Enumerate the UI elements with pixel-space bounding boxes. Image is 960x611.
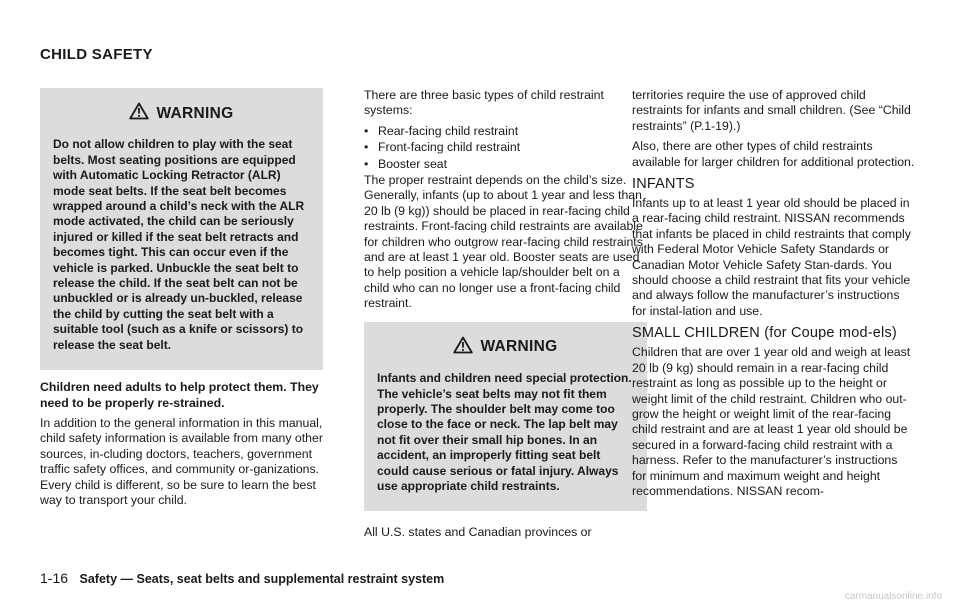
page-footer	[40, 570, 444, 586]
warning-title: WARNING	[480, 338, 558, 356]
warning-header	[53, 102, 310, 124]
paragraph: Infants up to at least 1 year old should be placed in a rear-facing child restraint. NISSAN recommends that infants be placed in child restraints that comply with Federal Motor Vehicle Safety Standards or Canadian Motor Vehicle Safety Stan-dards. You should choose a child restraint that fits your vehicle and always follow the manufacturer’s instructions for instal-lation and use.	[632, 196, 911, 318]
bold-paragraph: Children need adults to help protect them. They need to be properly re-strained.	[40, 380, 319, 410]
footer-section-title: Safety — Seats, seat belts and supplemental restraint system	[79, 572, 445, 586]
warning-text: Do not allow children to play with the seat belts. Most seating positions are equipped with Automatic Locking Retractor (ALR) mode seat belts. If the seat belt becomes wrapped around a child’s neck with the ALR mode activated, the child can be seriously injured or killed if the seat belt retracts and becomes tight. This can occur even if the vehicle is parked. Unbuckle the seat belt to release the child. If the seat belt can not be unbuckled or is already un-buckled, release the child by cutting the seat belt with a suitable tool (such as a knife or scissors) to release the seat belt.	[53, 137, 305, 352]
warning-title: WARNING	[156, 104, 234, 122]
infants-heading: INFANTS	[632, 176, 695, 193]
paragraph: There are three basic types of child restraint systems:	[364, 88, 604, 118]
page-number: 1-16	[40, 570, 69, 586]
column-2	[364, 88, 647, 546]
paragraph: The proper restraint depends on the child’s size. Generally, infants (up to about 1 year and less than 20 lb (9 kg)) should be placed in rear-facing child restraints. Front-facing child restraints are available for children who outgrow rear-facing child restraints and are at least 1 year old. Booster seats are used to help position a vehicle lap/shoulder belt on a child who can no longer use a front-facing child restraint.	[364, 173, 643, 311]
warning-header	[377, 336, 634, 358]
bullet-icon: •	[364, 140, 369, 155]
paragraph: In addition to the general information in this manual, child safety information is available from many other sources, in-cluding doctors, teachers, government traffic safety offices, and community or-ganizations. Every child is different, so be sure to learn the best way to transport your child.	[40, 415, 323, 507]
paragraph: All U.S. states and Canadian provinces or	[364, 525, 592, 540]
restraint-types-list	[364, 124, 647, 172]
bullet-icon: •	[364, 123, 369, 138]
paragraph: Also, there are other types of child restraints available for larger children for additional protection.	[632, 139, 915, 169]
warning-box	[40, 88, 323, 370]
paragraph: territories require the use of approved child restraints for infants and small children. (See “Child restraints” (P.1-19).)	[632, 88, 911, 133]
column-3	[632, 88, 915, 504]
list-item: • Booster seat	[364, 156, 448, 171]
warning-triangle-icon	[129, 102, 149, 124]
list-item: • Rear-facing child restraint	[364, 123, 519, 138]
paragraph: Children that are over 1 year old and weigh at least 20 lb (9 kg) should remain in a rear-facing child restraint as long as possible up to the height or weight limit of the child restraint. Children who out-grow the height or weight limit of the rear-facing child restraint and are at least 1 year old should be secured in a forward-facing child restraint with a harness. Refer to the manufacturer’s instructions for minimum and maximum weight and height recommendations. NISSAN recom-	[632, 345, 911, 498]
warning-triangle-icon	[453, 336, 473, 358]
warning-text: Infants and children need special protection. The vehicle’s seat belts may not fit them properly. The shoulder belt may come too close to the face or neck. The lap belt may not fit over their small hip bones. In an accident, an improperly fitting seat belt could cause serious or fatal injury. Always use appropriate child restraints.	[377, 371, 632, 493]
section-title: CHILD SAFETY	[40, 46, 153, 63]
warning-box	[364, 322, 647, 512]
bullet-icon: •	[364, 156, 369, 171]
list-item: • Front-facing child restraint	[364, 140, 521, 155]
column-1	[40, 88, 323, 513]
small-children-heading: SMALL CHILDREN (for Coupe mod-els)	[632, 325, 897, 342]
watermark: carmanualsonline.info	[844, 591, 942, 602]
